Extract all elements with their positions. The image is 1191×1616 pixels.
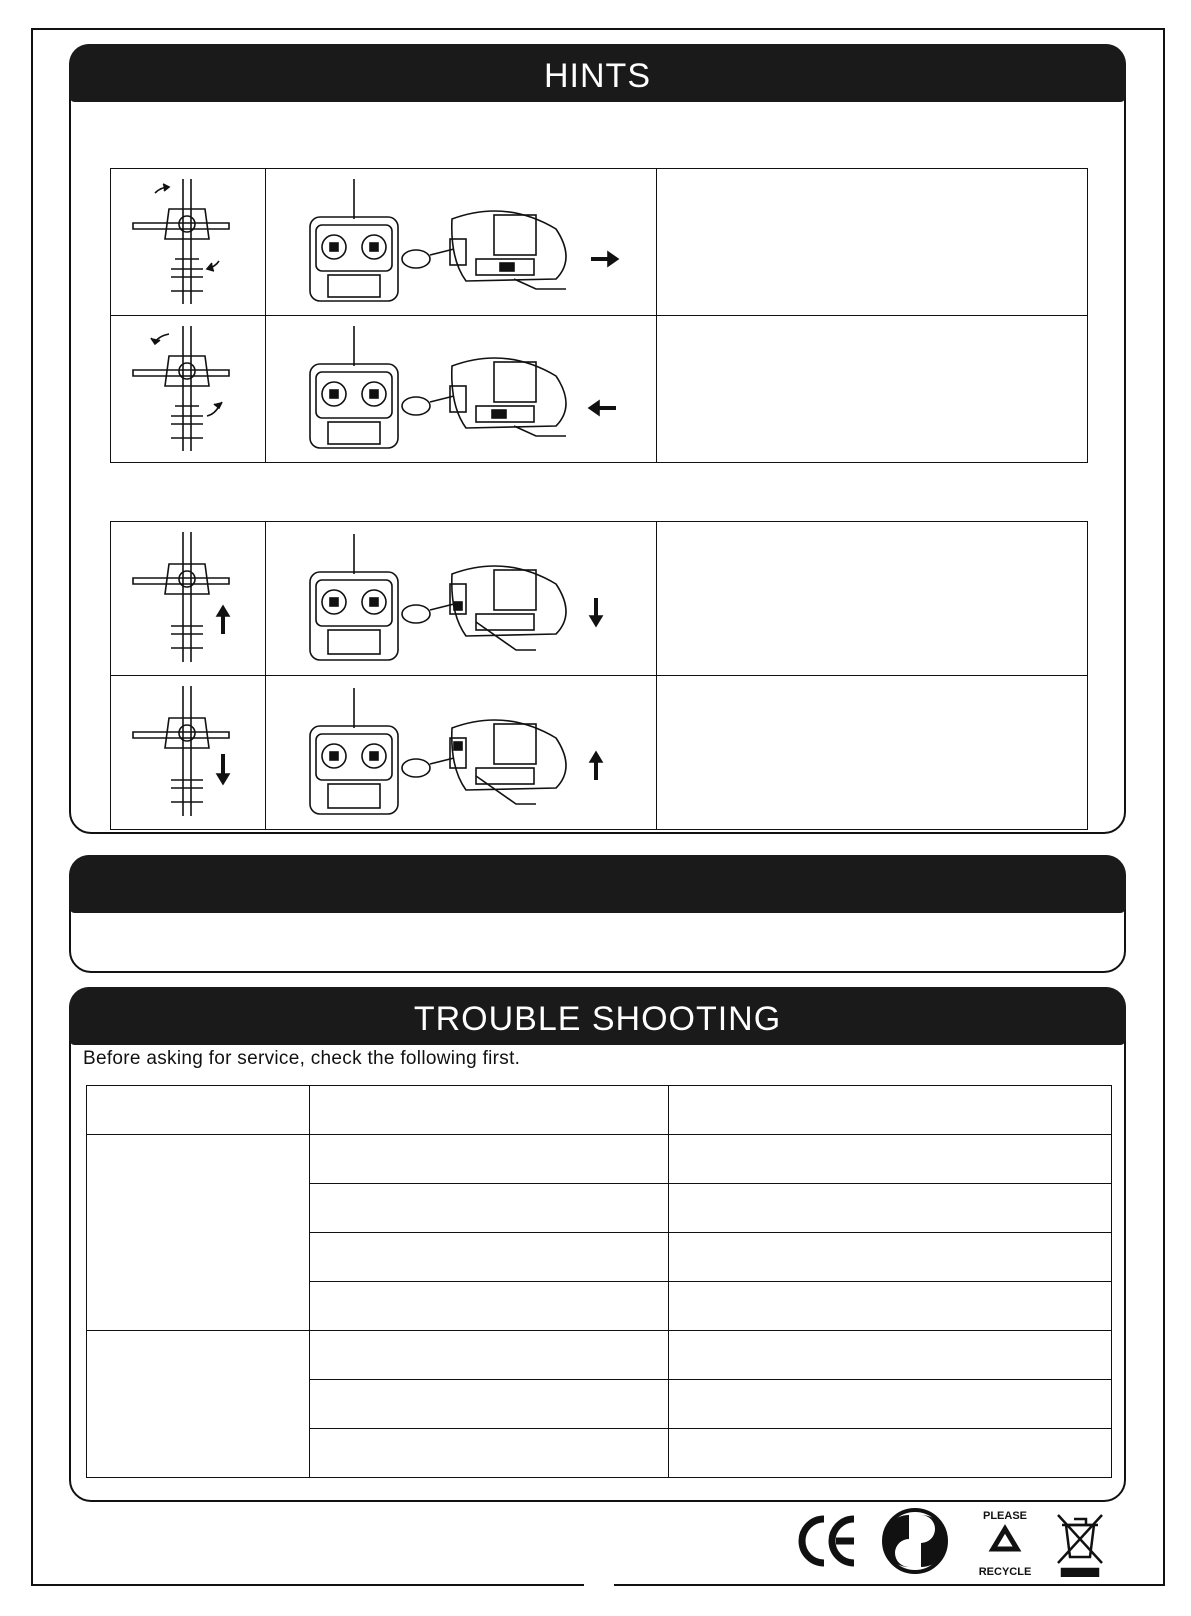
helicopter-yaw-right-cell (111, 169, 266, 316)
solution-cell (668, 1184, 1111, 1233)
header-cell-solution (668, 1086, 1111, 1135)
header-cell-problem (87, 1086, 310, 1135)
trouble-intro: Before asking for service, check the following first. (83, 1048, 521, 1069)
cause-cell (310, 1282, 669, 1331)
helicopter-forward-icon (111, 522, 265, 670)
middle-panel (69, 855, 1126, 973)
recycle-top-text: PLEASE (982, 1510, 1028, 1522)
transmitter-trim-left-cell (266, 316, 657, 463)
ce-mark-icon (802, 1519, 854, 1563)
cause-cell (310, 1233, 669, 1282)
helicopter-rotate-clockwise-icon (111, 169, 265, 310)
header-cell-cause (310, 1086, 669, 1135)
hints-title: HINTS (69, 44, 1126, 102)
hint-text-yaw-left (657, 316, 1088, 463)
helicopter-rotate-counterclockwise-icon (111, 316, 265, 457)
trouble-title: TROUBLE SHOOTING (69, 987, 1126, 1045)
transmitter-trim-up-cell (266, 676, 657, 830)
hint-text-yaw-right (657, 169, 1088, 316)
helicopter-backward-cell (111, 676, 266, 830)
transmitter-trim-down-illustration (266, 522, 656, 670)
hints-table-yaw (110, 168, 1088, 463)
compliance-logos (790, 1505, 1120, 1577)
cause-cell (310, 1380, 669, 1429)
transmitter-trim-left-illustration (266, 316, 656, 457)
cause-cell (310, 1331, 669, 1380)
cause-cell (310, 1135, 669, 1184)
transmitter-trim-up-illustration (266, 676, 656, 824)
bottom-gap (584, 1582, 614, 1590)
helicopter-yaw-left-cell (111, 316, 266, 463)
hint-text-backward (657, 676, 1088, 830)
helicopter-forward-cell (111, 522, 266, 676)
solution-cell (668, 1380, 1111, 1429)
transmitter-trim-right-cell (266, 169, 657, 316)
solution-cell (668, 1135, 1111, 1184)
solution-cell (668, 1282, 1111, 1331)
hint-text-forward (657, 522, 1088, 676)
cause-cell (310, 1184, 669, 1233)
solution-cell (668, 1233, 1111, 1282)
solution-cell (668, 1429, 1111, 1478)
hints-table-pitch (110, 521, 1088, 830)
transmitter-trim-right-illustration (266, 169, 656, 310)
trouble-table (86, 1085, 1112, 1478)
helicopter-backward-icon (111, 676, 265, 824)
solution-cell (668, 1331, 1111, 1380)
cause-cell (310, 1429, 669, 1478)
transmitter-trim-down-cell (266, 522, 657, 676)
problem-cell-2 (87, 1331, 310, 1478)
weee-bin-icon (1058, 1515, 1102, 1577)
recycle-bottom-text: RECYCLE (978, 1566, 1032, 1577)
problem-cell-1 (87, 1135, 310, 1331)
green-dot-icon (883, 1510, 947, 1572)
please-recycle-icon (979, 1510, 1032, 1577)
middle-title (69, 855, 1126, 913)
